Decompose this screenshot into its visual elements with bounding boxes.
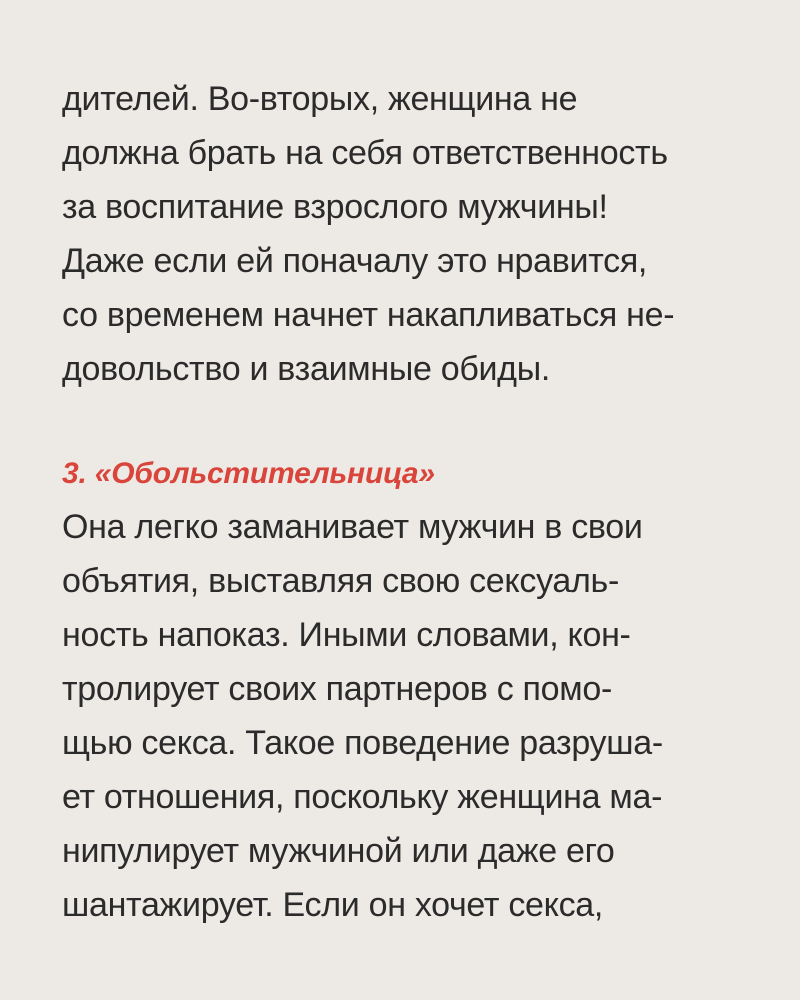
text-line: тролирует своих партнеров с помо- (62, 670, 612, 708)
text-line: Она легко заманивает мужчин в свои (62, 508, 643, 546)
paragraph-continued (62, 72, 782, 396)
text-line: за воспитание взрослого мужчины! (62, 188, 608, 226)
text-line: Даже если ей поначалу это нравится, (62, 242, 648, 280)
section-heading: 3. «Обольстительница» (62, 457, 435, 490)
text-line: ет отношения, поскольку женщина ма- (62, 778, 663, 816)
text-line: довольство и взаимные обиды. (62, 350, 551, 388)
text-line: дителей. Во-вторых, женщина не (62, 80, 578, 118)
text-line: щью секса. Такое поведение разруша- (62, 724, 663, 762)
paragraph-section-3 (62, 500, 782, 932)
text-line: со временем начнет накапливаться не- (62, 296, 675, 334)
text-line: нипулирует мужчиной или даже его (62, 832, 615, 870)
text-line: объятия, выставляя свою сексуаль- (62, 562, 619, 600)
text-line: должна брать на себя ответственность (62, 134, 668, 172)
text-line: ность напоказ. Иными словами, кон- (62, 616, 631, 654)
text-line: шантажирует. Если он хочет секса, (62, 886, 604, 924)
